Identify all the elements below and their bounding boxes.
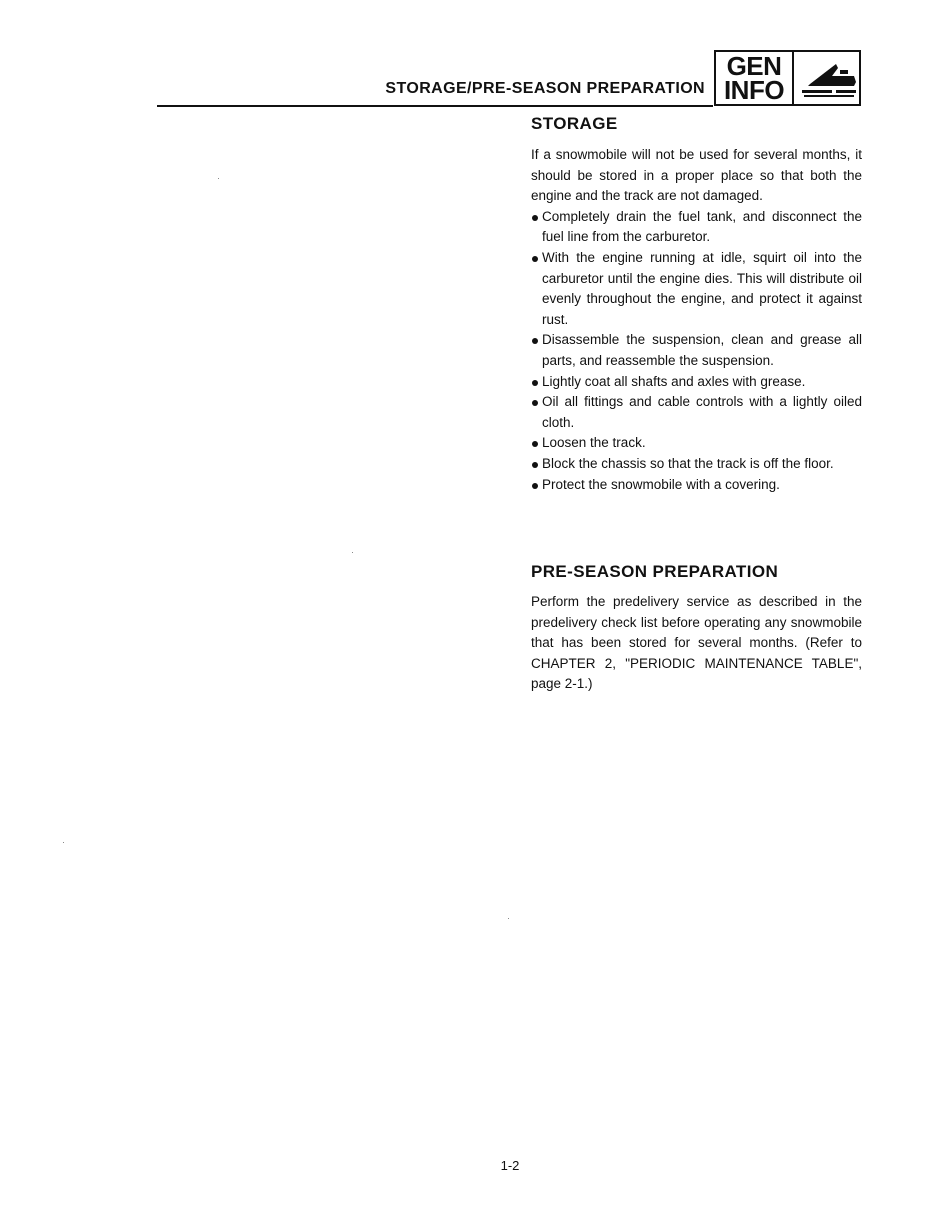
storage-bullet: Block the chassis so that the track is off the floor. bbox=[531, 454, 862, 475]
storage-bullet: Oil all fittings and cable controls with a lightly oiled cloth. bbox=[531, 392, 862, 433]
main-content bbox=[531, 112, 862, 695]
storage-bullet: Disassemble the suspension, clean and grease all parts, and reassemble the suspension. bbox=[531, 330, 862, 371]
preseason-heading: PRE-SEASON PREPARATION bbox=[531, 562, 779, 582]
scan-speck bbox=[508, 918, 509, 919]
storage-bullet: Protect the snowmobile with a covering. bbox=[531, 475, 862, 496]
scan-speck bbox=[352, 552, 353, 553]
badge-text bbox=[716, 52, 794, 104]
badge-line-2: INFO bbox=[723, 75, 785, 105]
page-number: 1-2 bbox=[500, 1158, 520, 1173]
storage-bullet: Loosen the track. bbox=[531, 433, 862, 454]
snowmobile-icon bbox=[794, 52, 859, 104]
storage-bullet: Lightly coat all shafts and axles with grease. bbox=[531, 372, 862, 393]
scan-speck bbox=[63, 842, 64, 843]
storage-bullet: With the engine running at idle, squirt oil into the carburetor until the engine dies. This will distribute oil evenly throughout the engine, and protect it against rust. bbox=[531, 248, 862, 330]
storage-bullet-list bbox=[531, 207, 862, 495]
header-rule bbox=[157, 105, 713, 107]
storage-heading: STORAGE bbox=[531, 114, 618, 133]
gen-info-badge bbox=[714, 50, 861, 106]
page-header-title: STORAGE/PRE-SEASON PREPARATION bbox=[385, 80, 705, 97]
scan-speck bbox=[218, 178, 219, 179]
storage-intro: If a snowmobile will not be used for several months, it should be stored in a proper place so that both the engine and the track are not damaged. bbox=[531, 147, 862, 204]
storage-bullet: Completely drain the fuel tank, and disconnect the fuel line from the carburetor. bbox=[531, 207, 862, 248]
preseason-text: Perform the predelivery service as described in the predelivery check list before operating any snowmobile that has been stored for several months. (Refer to CHAPTER 2, "PERIODIC MAINTENANCE TABLE", page 2-1.) bbox=[531, 594, 862, 692]
badge-line-1: GEN bbox=[726, 51, 782, 81]
